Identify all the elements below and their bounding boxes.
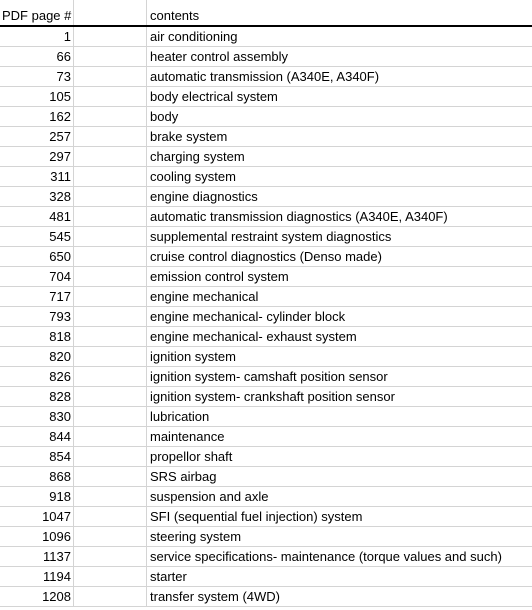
table-row bbox=[0, 347, 532, 367]
table-row bbox=[0, 527, 532, 547]
page-number-cell[interactable]: 105 bbox=[0, 87, 74, 106]
empty-cell[interactable] bbox=[74, 187, 147, 206]
page-number-cell[interactable]: 297 bbox=[0, 147, 74, 166]
table-row bbox=[0, 47, 532, 67]
table-row bbox=[0, 367, 532, 387]
page-number-cell[interactable]: 793 bbox=[0, 307, 74, 326]
page-number-cell[interactable]: 868 bbox=[0, 467, 74, 486]
contents-cell[interactable]: ignition system- camshaft position sensor bbox=[150, 369, 388, 384]
page-number-cell[interactable]: 311 bbox=[0, 167, 74, 186]
empty-cell[interactable] bbox=[74, 27, 147, 46]
page-number-cell[interactable]: 328 bbox=[0, 187, 74, 206]
header-row bbox=[0, 6, 532, 27]
contents-cell[interactable]: lubrication bbox=[150, 409, 210, 424]
table-row bbox=[0, 147, 532, 167]
page-number-cell[interactable]: 1 bbox=[0, 27, 74, 46]
table-row bbox=[0, 127, 532, 147]
empty-cell[interactable] bbox=[74, 307, 147, 326]
page-number-cell[interactable]: 1194 bbox=[0, 567, 74, 586]
contents-cell[interactable]: body bbox=[150, 109, 179, 124]
empty-cell[interactable] bbox=[74, 247, 147, 266]
contents-cell[interactable]: engine diagnostics bbox=[150, 189, 258, 204]
table-row bbox=[0, 407, 532, 427]
page-number-cell[interactable]: 1208 bbox=[0, 587, 74, 606]
header-cell-contents[interactable]: contents bbox=[150, 8, 200, 23]
page-number-cell[interactable]: 162 bbox=[0, 107, 74, 126]
contents-cell[interactable]: body electrical system bbox=[150, 89, 278, 104]
empty-cell[interactable] bbox=[74, 387, 147, 406]
empty-cell[interactable] bbox=[74, 527, 147, 546]
page-number-cell[interactable]: 918 bbox=[0, 487, 74, 506]
contents-cell[interactable]: automatic transmission (A340E, A340F) bbox=[150, 69, 380, 84]
empty-cell[interactable] bbox=[74, 67, 147, 86]
empty-cell[interactable] bbox=[74, 267, 147, 286]
table-row bbox=[0, 507, 532, 527]
empty-cell[interactable] bbox=[74, 487, 147, 506]
contents-cell[interactable]: ignition system- crankshaft position sensor bbox=[150, 389, 395, 404]
table-row bbox=[0, 87, 532, 107]
table-row bbox=[0, 587, 532, 607]
contents-cell[interactable]: emission control system bbox=[150, 269, 289, 284]
table-row bbox=[0, 27, 532, 47]
page-number-cell[interactable]: 1137 bbox=[0, 547, 74, 566]
table-row bbox=[0, 227, 532, 247]
contents-cell[interactable]: brake system bbox=[150, 129, 228, 144]
empty-cell[interactable] bbox=[74, 127, 147, 146]
contents-cell[interactable]: engine mechanical- cylinder block bbox=[150, 309, 346, 324]
empty-cell[interactable] bbox=[74, 407, 147, 426]
page-number-cell[interactable]: 844 bbox=[0, 427, 74, 446]
table-row bbox=[0, 387, 532, 407]
page-number-cell[interactable]: 257 bbox=[0, 127, 74, 146]
empty-cell[interactable] bbox=[74, 347, 147, 366]
table-row bbox=[0, 567, 532, 587]
page-number-cell[interactable]: 481 bbox=[0, 207, 74, 226]
table-row bbox=[0, 267, 532, 287]
empty-cell[interactable] bbox=[74, 227, 147, 246]
contents-cell[interactable]: SFI (sequential fuel injection) system bbox=[150, 509, 363, 524]
table-row bbox=[0, 427, 532, 447]
contents-cell[interactable]: ignition system bbox=[150, 349, 236, 364]
table-row bbox=[0, 487, 532, 507]
page-number-cell[interactable]: 854 bbox=[0, 447, 74, 466]
empty-cell[interactable] bbox=[74, 507, 147, 526]
empty-cell[interactable] bbox=[74, 327, 147, 346]
page-number-cell[interactable]: 650 bbox=[0, 247, 74, 266]
empty-cell[interactable] bbox=[74, 587, 147, 606]
page-number-cell[interactable]: 818 bbox=[0, 327, 74, 346]
page-number-cell[interactable]: 826 bbox=[0, 367, 74, 386]
contents-cell[interactable]: SRS airbag bbox=[150, 469, 217, 484]
page-number-cell[interactable]: 545 bbox=[0, 227, 74, 246]
page-number-cell[interactable]: 820 bbox=[0, 347, 74, 366]
contents-cell[interactable]: transfer system (4WD) bbox=[150, 589, 281, 604]
empty-cell[interactable] bbox=[74, 427, 147, 446]
empty-cell[interactable] bbox=[74, 367, 147, 386]
empty-cell[interactable] bbox=[74, 467, 147, 486]
contents-cell[interactable]: steering system bbox=[150, 529, 242, 544]
empty-cell[interactable] bbox=[74, 287, 147, 306]
page-number-cell[interactable]: 1096 bbox=[0, 527, 74, 546]
empty-cell[interactable] bbox=[74, 547, 147, 566]
page-number-cell[interactable]: 830 bbox=[0, 407, 74, 426]
empty-cell[interactable] bbox=[74, 207, 147, 226]
table-row bbox=[0, 287, 532, 307]
empty-cell[interactable] bbox=[74, 87, 147, 106]
contents-cell[interactable]: suspension and axle bbox=[150, 489, 269, 504]
table-row bbox=[0, 67, 532, 87]
header-cell-pdf-page[interactable]: PDF page # bbox=[0, 6, 74, 25]
table-row bbox=[0, 307, 532, 327]
contents-cell[interactable]: starter bbox=[150, 569, 187, 584]
contents-cell[interactable]: cooling system bbox=[150, 169, 236, 184]
table-row bbox=[0, 327, 532, 347]
contents-cell[interactable]: propellor shaft bbox=[150, 449, 233, 464]
contents-cell[interactable]: maintenance bbox=[150, 429, 225, 444]
empty-cell[interactable] bbox=[74, 147, 147, 166]
page-number-cell[interactable]: 828 bbox=[0, 387, 74, 406]
contents-cell[interactable]: engine mechanical- exhaust system bbox=[150, 329, 357, 344]
header-cell-empty[interactable] bbox=[74, 6, 147, 25]
empty-cell[interactable] bbox=[74, 447, 147, 466]
empty-cell[interactable] bbox=[74, 567, 147, 586]
page-number-cell[interactable]: 1047 bbox=[0, 507, 74, 526]
contents-cell[interactable]: charging system bbox=[150, 149, 245, 164]
table-row bbox=[0, 467, 532, 487]
table-row bbox=[0, 167, 532, 187]
contents-cell[interactable]: air conditioning bbox=[150, 29, 238, 44]
page-number-cell[interactable]: 73 bbox=[0, 67, 74, 86]
empty-cell[interactable] bbox=[74, 47, 147, 66]
contents-cell[interactable]: automatic transmission diagnostics (A340E, A340F) bbox=[150, 209, 448, 224]
table-row bbox=[0, 447, 532, 467]
table-row bbox=[0, 187, 532, 207]
page-number-cell[interactable]: 66 bbox=[0, 47, 74, 66]
page-number-cell[interactable]: 717 bbox=[0, 287, 74, 306]
contents-cell[interactable]: cruise control diagnostics (Denso made) bbox=[150, 249, 382, 264]
empty-cell[interactable] bbox=[74, 167, 147, 186]
spreadsheet-grid bbox=[0, 6, 532, 607]
contents-cell[interactable]: engine mechanical bbox=[150, 289, 259, 304]
contents-cell[interactable]: heater control assembly bbox=[150, 49, 289, 64]
table-row bbox=[0, 547, 532, 567]
table-row bbox=[0, 107, 532, 127]
table-row bbox=[0, 247, 532, 267]
page-number-cell[interactable]: 704 bbox=[0, 267, 74, 286]
table-row bbox=[0, 207, 532, 227]
contents-cell[interactable]: service specifications- maintenance (torque values and such) bbox=[150, 549, 502, 564]
contents-cell[interactable]: supplemental restraint system diagnostics bbox=[150, 229, 392, 244]
empty-cell[interactable] bbox=[74, 107, 147, 126]
